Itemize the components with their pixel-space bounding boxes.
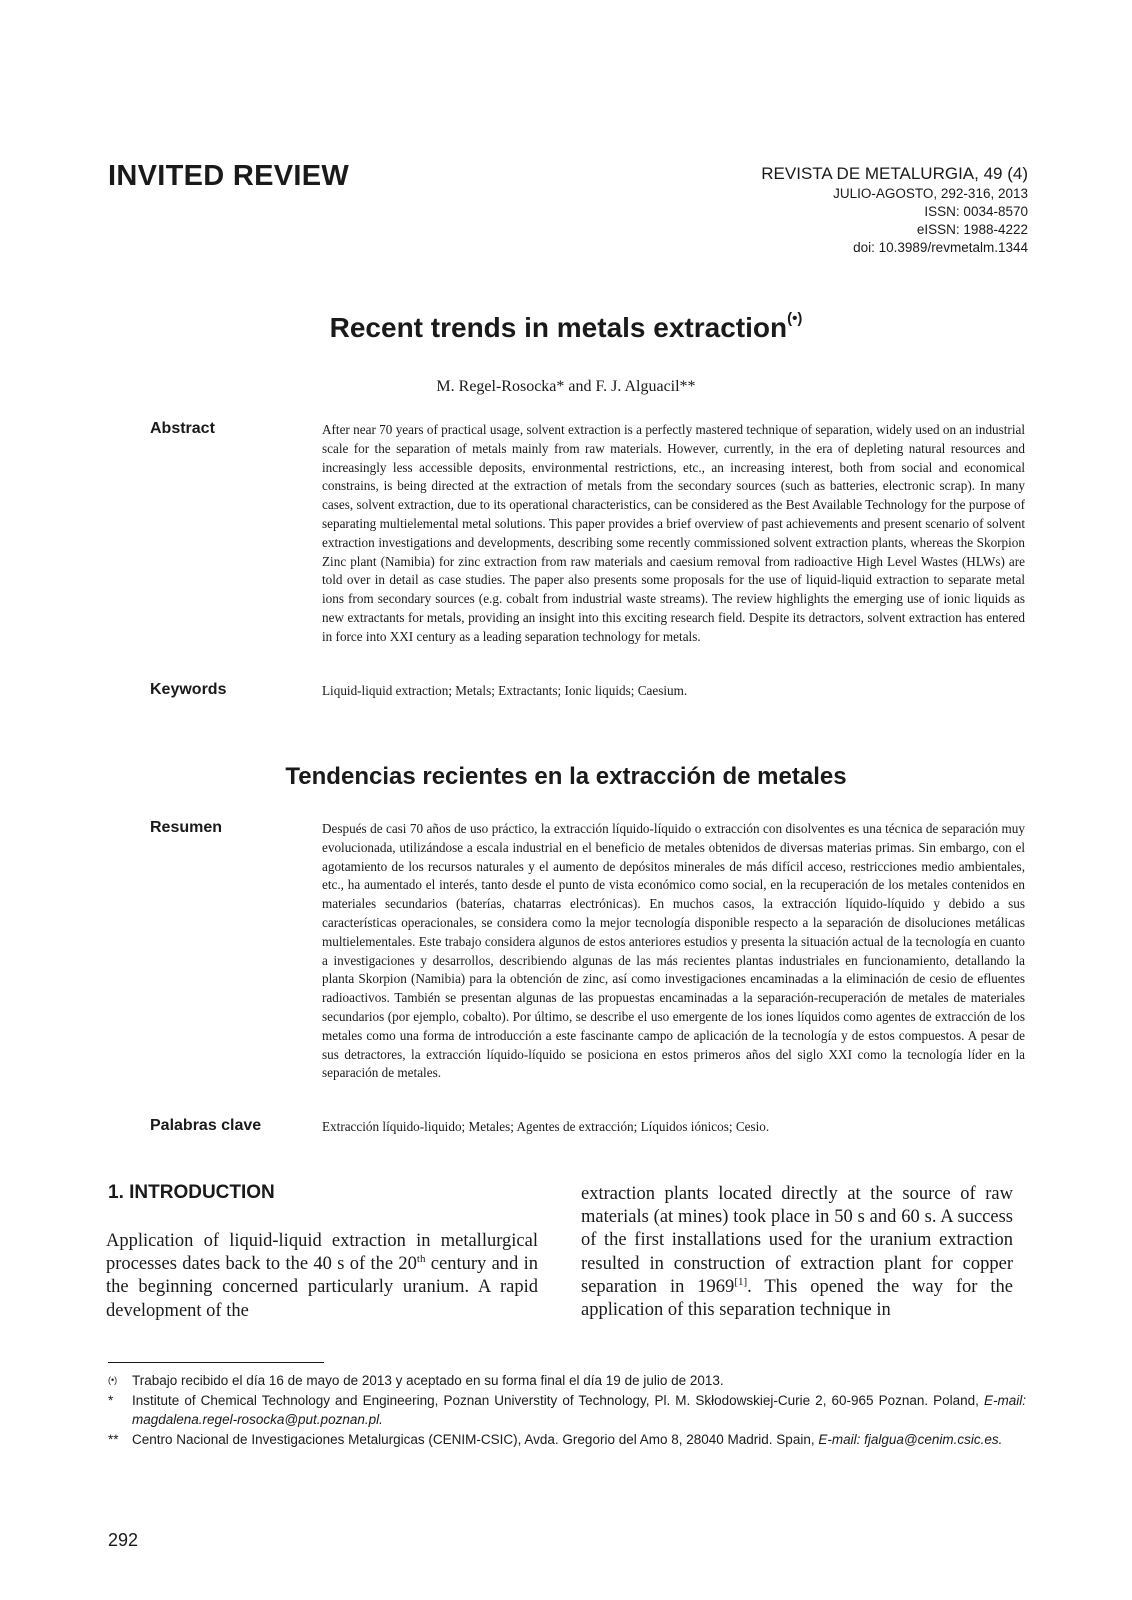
page-number: 292 [108,1530,139,1550]
introduction-right-column [581,1183,1013,1322]
keywords-text: Liquid-liquid extraction; Metals; Extractants; Ionic liquids; Caesium. [322,683,688,698]
footnote-author-1-email: E-mail: magdalena.regel-rosocka@put.poznan.pl. [132,1392,1026,1427]
abstract-label: Abstract [150,420,215,437]
footnote-author-1-mark: * [108,1392,114,1408]
journal-issn: ISSN: 0034-8570 [924,204,1028,219]
article-title-text: Recent trends in metals extraction [329,312,788,343]
introduction-heading: 1. INTRODUCTION [108,1182,275,1203]
journal-name: REVISTA DE METALURGIA, 49 (4) [761,164,1028,183]
footnote-received-text: Trabajo recibido el día 16 de mayo de 2013 y aceptado en su forma final el día 19 de julio de 2013. [132,1373,724,1388]
journal-info [761,163,1028,257]
footnote-received [108,1371,1026,1391]
footnote-author-1 [108,1391,1026,1430]
introduction-left-column [106,1230,538,1323]
article-title [0,309,1132,344]
palabras-clave-text: Extracción líquido-liquido; Metales; Agentes de extracción; Líquidos iónicos; Cesio. [322,1119,770,1134]
spanish-title: Tendencias recientes en la extracción de metales [285,763,847,790]
footnote-rule [108,1362,324,1363]
keywords-label: Keywords [150,681,227,698]
resumen-label: Resumen [150,819,223,836]
journal-issue: JULIO-AGOSTO, 292-316, 2013 [833,186,1028,201]
intro-right-text-1: extraction plants located directly at the source of raw materials (at mines) took place in 50 s and 60 s. A success of the first installations used for the uranium extraction resulted in construction of extraction plant for copper separation in 1969 [581,1184,1013,1297]
intro-right-reference: [1] [734,1275,748,1288]
journal-eissn: eISSN: 1988-4222 [916,222,1028,237]
footnote-received-mark: (•) [108,1375,118,1385]
palabras-clave-label: Palabras clave [150,1117,262,1134]
footnote-author-2-text: Centro Nacional de Investigaciones Metalurgicas (CENIM-CSIC), Avda. Gregorio del Amo 8, 28040 Madrid. Spain, [132,1431,819,1447]
footnote-author-2-mark: ** [108,1431,119,1447]
resumen-text: Después de casi 70 años de uso práctico, la extracción líquido-líquido o extracción con disolventes es una técnica de separación muy evolucionada, utilizándose a escala industrial en el beneficio de metales obtenidos de diversas materias primas. Sin embargo, con el agotamiento de los recursos naturales y el aumento de depósitos minerales de más difícil acceso, restricciones medio ambientales, etc., ha aumentado el interés, tanto desde el punto de vista económico como social, en la recuperación de los metales contenidos en materiales secundarios (baterías, chatarras electrónicas). En muchos casos, la extracción líquido-líquido y debido a sus características operacionales, se considera como la mejor tecnología disponible respecto a la separación de disoluciones metálicas multielementales. Este trabajo considera algunos de estos anteriores estudios y presenta la situación actual de la tecnología en cuanto a investigaciones y desarrollos, describiendo algunas de las más recientes plantas industriales en funcionamiento, detallando la planta Skorpion (Namibia) para la obtención de zinc, así como investigaciones encaminadas a la eliminación de cesio de efluentes radioactivos. También se presentan algunas de las propuestas encaminadas a la separación-recuperación de metales de materiales secundarios (por ejemplo, cobalto). Por último, se describe el uso emergente de los iones líquidos como agentes de extracción de los metales como una forma de introducción a este fascinante campo de aplicación de la tecnología y de estos compuestos. A pesar de sus detractores, la extracción líquido-líquido se posiciona en estos primeros años del siglo XXI como la tecnología líder en la separación de metales. [322,821,1025,1081]
footnote-author-2 [108,1430,1026,1450]
journal-doi: doi: 10.3989/revmetalm.1344 [853,240,1028,255]
section-label: INVITED REVIEW [108,160,350,192]
article-authors: M. Regel-Rosocka* and F. J. Alguacil** [436,378,696,395]
article-title-mark: (•) [787,309,803,327]
footnotes [108,1371,1026,1449]
intro-left-text-2: century and in the beginning concerned particularly uranium. A rapid development of the [106,1254,538,1321]
footnote-author-2-email: E-mail: fjalgua@cenim.csic.es. [818,1431,1003,1447]
footnote-author-1-text: Institute of Chemical Technology and Engineering, Poznan Universtity of Technology, Pl. M. Skłodowskiej-Curie 2, 60-965 Poznan. Poland, [132,1392,984,1408]
abstract-text: After near 70 years of practical usage, solvent extraction is a perfectly mastered technique of separation, widely used on an industrial scale for the separation of metals mainly from raw materials. However, currently, in the era of depleting natural resources and increasingly less accessible deposits, environmental restrictions, etc., an increasing interest, both from social and economical constrains, is being directed at the extraction of metals from the secondary sources (such as batteries, electronic scrap). In many cases, solvent extraction, due to its operational characteristics, can be considered as the Best Available Technology for the purpose of separating multielemental metal solutions. This paper provides a brief overview of past achievements and present scenario of solvent extraction investigations and developments, describing some recently commissioned solvent extraction plants, whereas the Skorpion Zinc plant (Namibia) for zinc extraction from raw materials and caesium removal from radioactive High Level Wastes (HLWs) are told over in detail as case studies. The paper also presents some proposals for the use of liquid-liquid extraction to separate metal ions from secondary sources (e.g. cobalt from industrial waste streams). The review highlights the emerging use of ionic liquids as new extractants for metals, providing an insight into this exciting research field. Despite its detractors, solvent extraction has entered in force into XXI century as a leading separation technology for metals. [322,422,1025,644]
intro-left-text-1: Application of liquid-liquid extraction in metallurgical processes dates back to the 40 s of the 20 [106,1231,538,1275]
intro-left-sup: th [416,1253,426,1266]
intro-right-text-2: . This opened the way for the application of this separation technique in [581,1276,1013,1321]
